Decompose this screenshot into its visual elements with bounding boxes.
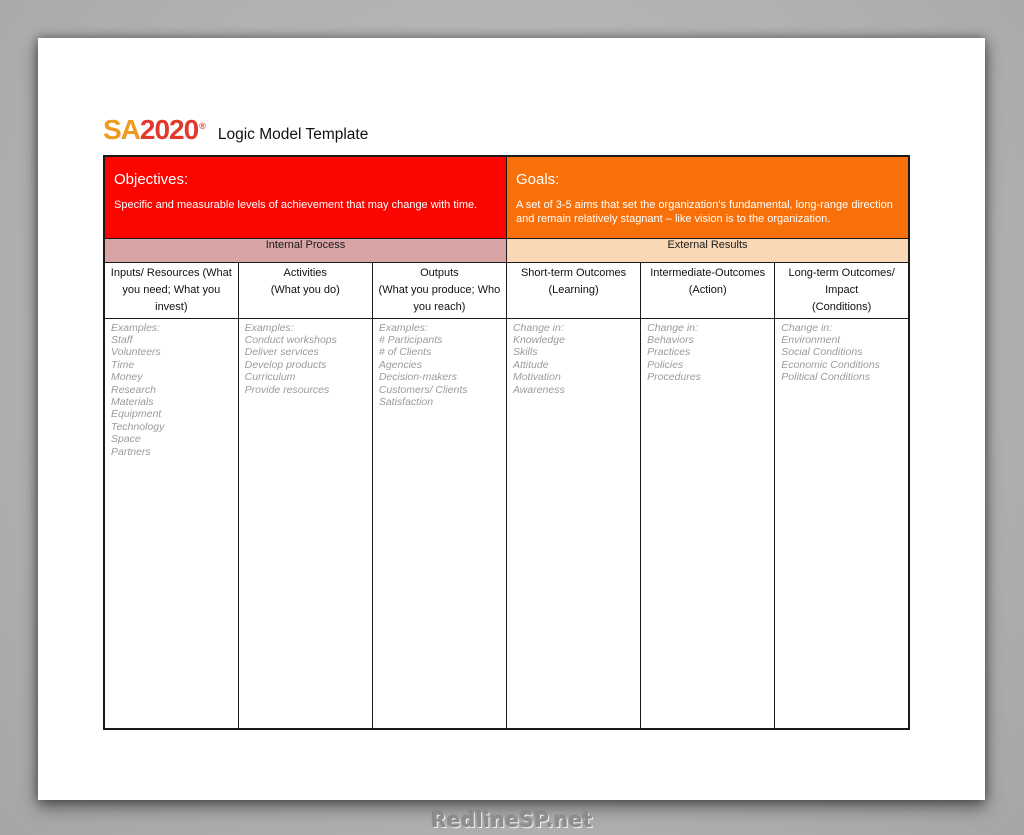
text-line: Awareness bbox=[512, 383, 565, 396]
registered-trademark-icon: ® bbox=[199, 120, 206, 131]
logic-model-table bbox=[103, 155, 910, 730]
column-header-short-term bbox=[506, 262, 640, 318]
text-line: Long-term Outcomes/ bbox=[788, 266, 895, 279]
column-header-long-term bbox=[775, 262, 909, 318]
internal-process-header: Internal Process bbox=[104, 238, 506, 262]
text-line: Economic Conditions bbox=[781, 358, 880, 371]
text-line: Change in: bbox=[512, 321, 564, 334]
text-line: Materials bbox=[111, 395, 154, 408]
sa2020-logo bbox=[103, 114, 206, 146]
document-header bbox=[103, 114, 368, 146]
text-line: Inputs/ Resources (What bbox=[110, 266, 232, 279]
text-line: Political Conditions bbox=[781, 371, 870, 384]
text-line: Outputs bbox=[420, 266, 459, 279]
text-line: (Conditions) bbox=[811, 300, 872, 313]
section-row bbox=[104, 238, 909, 262]
text-line: Money bbox=[111, 371, 143, 384]
page-title: Logic Model Template bbox=[217, 126, 369, 143]
text-line: Attitude bbox=[512, 358, 549, 371]
text-line: Behaviors bbox=[647, 333, 694, 346]
column-header-activities bbox=[238, 262, 372, 318]
text-line: Examples: bbox=[244, 321, 294, 334]
text-line: Deliver services bbox=[244, 346, 319, 359]
text-line: (What you produce; Who bbox=[378, 283, 501, 296]
text-line: A set of 3-5 aims that set the organization's fundamental, long-range direction bbox=[515, 199, 893, 211]
objectives-goals-row bbox=[104, 156, 909, 238]
examples-outputs bbox=[372, 318, 506, 729]
text-line: Environment bbox=[781, 333, 841, 346]
text-line: Technology bbox=[111, 420, 165, 433]
text-line: Decision-makers bbox=[378, 371, 457, 384]
column-header-outputs bbox=[372, 262, 506, 318]
text-line: Satisfaction bbox=[378, 395, 434, 408]
text-line: you need; What you bbox=[122, 283, 221, 296]
text-line: Change in: bbox=[781, 321, 833, 334]
text-line: Social Conditions bbox=[781, 346, 863, 359]
document-page bbox=[38, 38, 985, 800]
text-line: you reach) bbox=[413, 300, 466, 313]
text-line: Procedures bbox=[647, 371, 701, 384]
text-line: Equipment bbox=[111, 408, 162, 421]
examples-short-term bbox=[506, 318, 640, 729]
text-line: # of Clients bbox=[378, 346, 432, 359]
text-line: Knowledge bbox=[512, 333, 565, 346]
column-header-intermediate bbox=[641, 262, 775, 318]
text-line: Agencies bbox=[378, 358, 423, 371]
goals-cell bbox=[506, 156, 909, 238]
text-line: Conduct workshops bbox=[244, 333, 337, 346]
text-line: (What you do) bbox=[270, 283, 340, 296]
text-line: Short-term Outcomes bbox=[520, 266, 627, 279]
text-line: Intermediate-Outcomes bbox=[650, 266, 766, 279]
logo-2020-text: 2020 bbox=[139, 114, 199, 145]
text-line: Motivation bbox=[512, 371, 561, 384]
text-line: Activities bbox=[283, 266, 327, 279]
text-line: Curriculum bbox=[244, 371, 296, 384]
text-line: (Learning) bbox=[548, 283, 599, 296]
examples-long-term bbox=[775, 318, 909, 729]
examples-intermediate bbox=[641, 318, 775, 729]
text-line: Skills bbox=[512, 346, 538, 359]
text-line: Customers/ Clients bbox=[378, 383, 468, 396]
text-line: Specific and measurable levels of achievement that may change with time. bbox=[114, 199, 478, 211]
goals-title: Goals: bbox=[515, 171, 560, 188]
text-line: Examples: bbox=[378, 321, 428, 334]
text-line: Time bbox=[111, 358, 135, 371]
text-line: Change in: bbox=[647, 321, 698, 334]
text-line: Partners bbox=[111, 445, 151, 458]
text-line: Staff bbox=[111, 333, 133, 346]
text-line: and remain relatively stagnant – like vision is to the organization. bbox=[515, 212, 831, 225]
logo-sa-text: SA bbox=[103, 114, 140, 145]
text-line: Provide resources bbox=[244, 383, 330, 396]
text-line: Research bbox=[111, 383, 156, 396]
external-results-header: External Results bbox=[506, 238, 909, 262]
objectives-description bbox=[114, 199, 496, 213]
text-line: Examples: bbox=[111, 321, 161, 334]
text-line: Develop products bbox=[244, 358, 327, 371]
text-line: Volunteers bbox=[111, 346, 161, 359]
objectives-title: Objectives: bbox=[114, 171, 189, 188]
text-line: Impact bbox=[825, 283, 859, 296]
examples-activities bbox=[238, 318, 372, 729]
column-header-row bbox=[104, 262, 909, 318]
examples-row bbox=[104, 318, 909, 729]
objectives-cell bbox=[104, 156, 506, 238]
watermark: RedlineSP.net bbox=[431, 808, 593, 832]
text-line: # Participants bbox=[378, 333, 443, 346]
goals-description bbox=[516, 199, 898, 226]
text-line: Space bbox=[111, 433, 141, 446]
text-line: Policies bbox=[647, 358, 684, 371]
text-line: invest) bbox=[155, 300, 188, 313]
column-header-inputs bbox=[104, 262, 238, 318]
text-line: Practices bbox=[647, 346, 691, 359]
examples-inputs bbox=[104, 318, 238, 729]
text-line: (Action) bbox=[688, 283, 727, 296]
